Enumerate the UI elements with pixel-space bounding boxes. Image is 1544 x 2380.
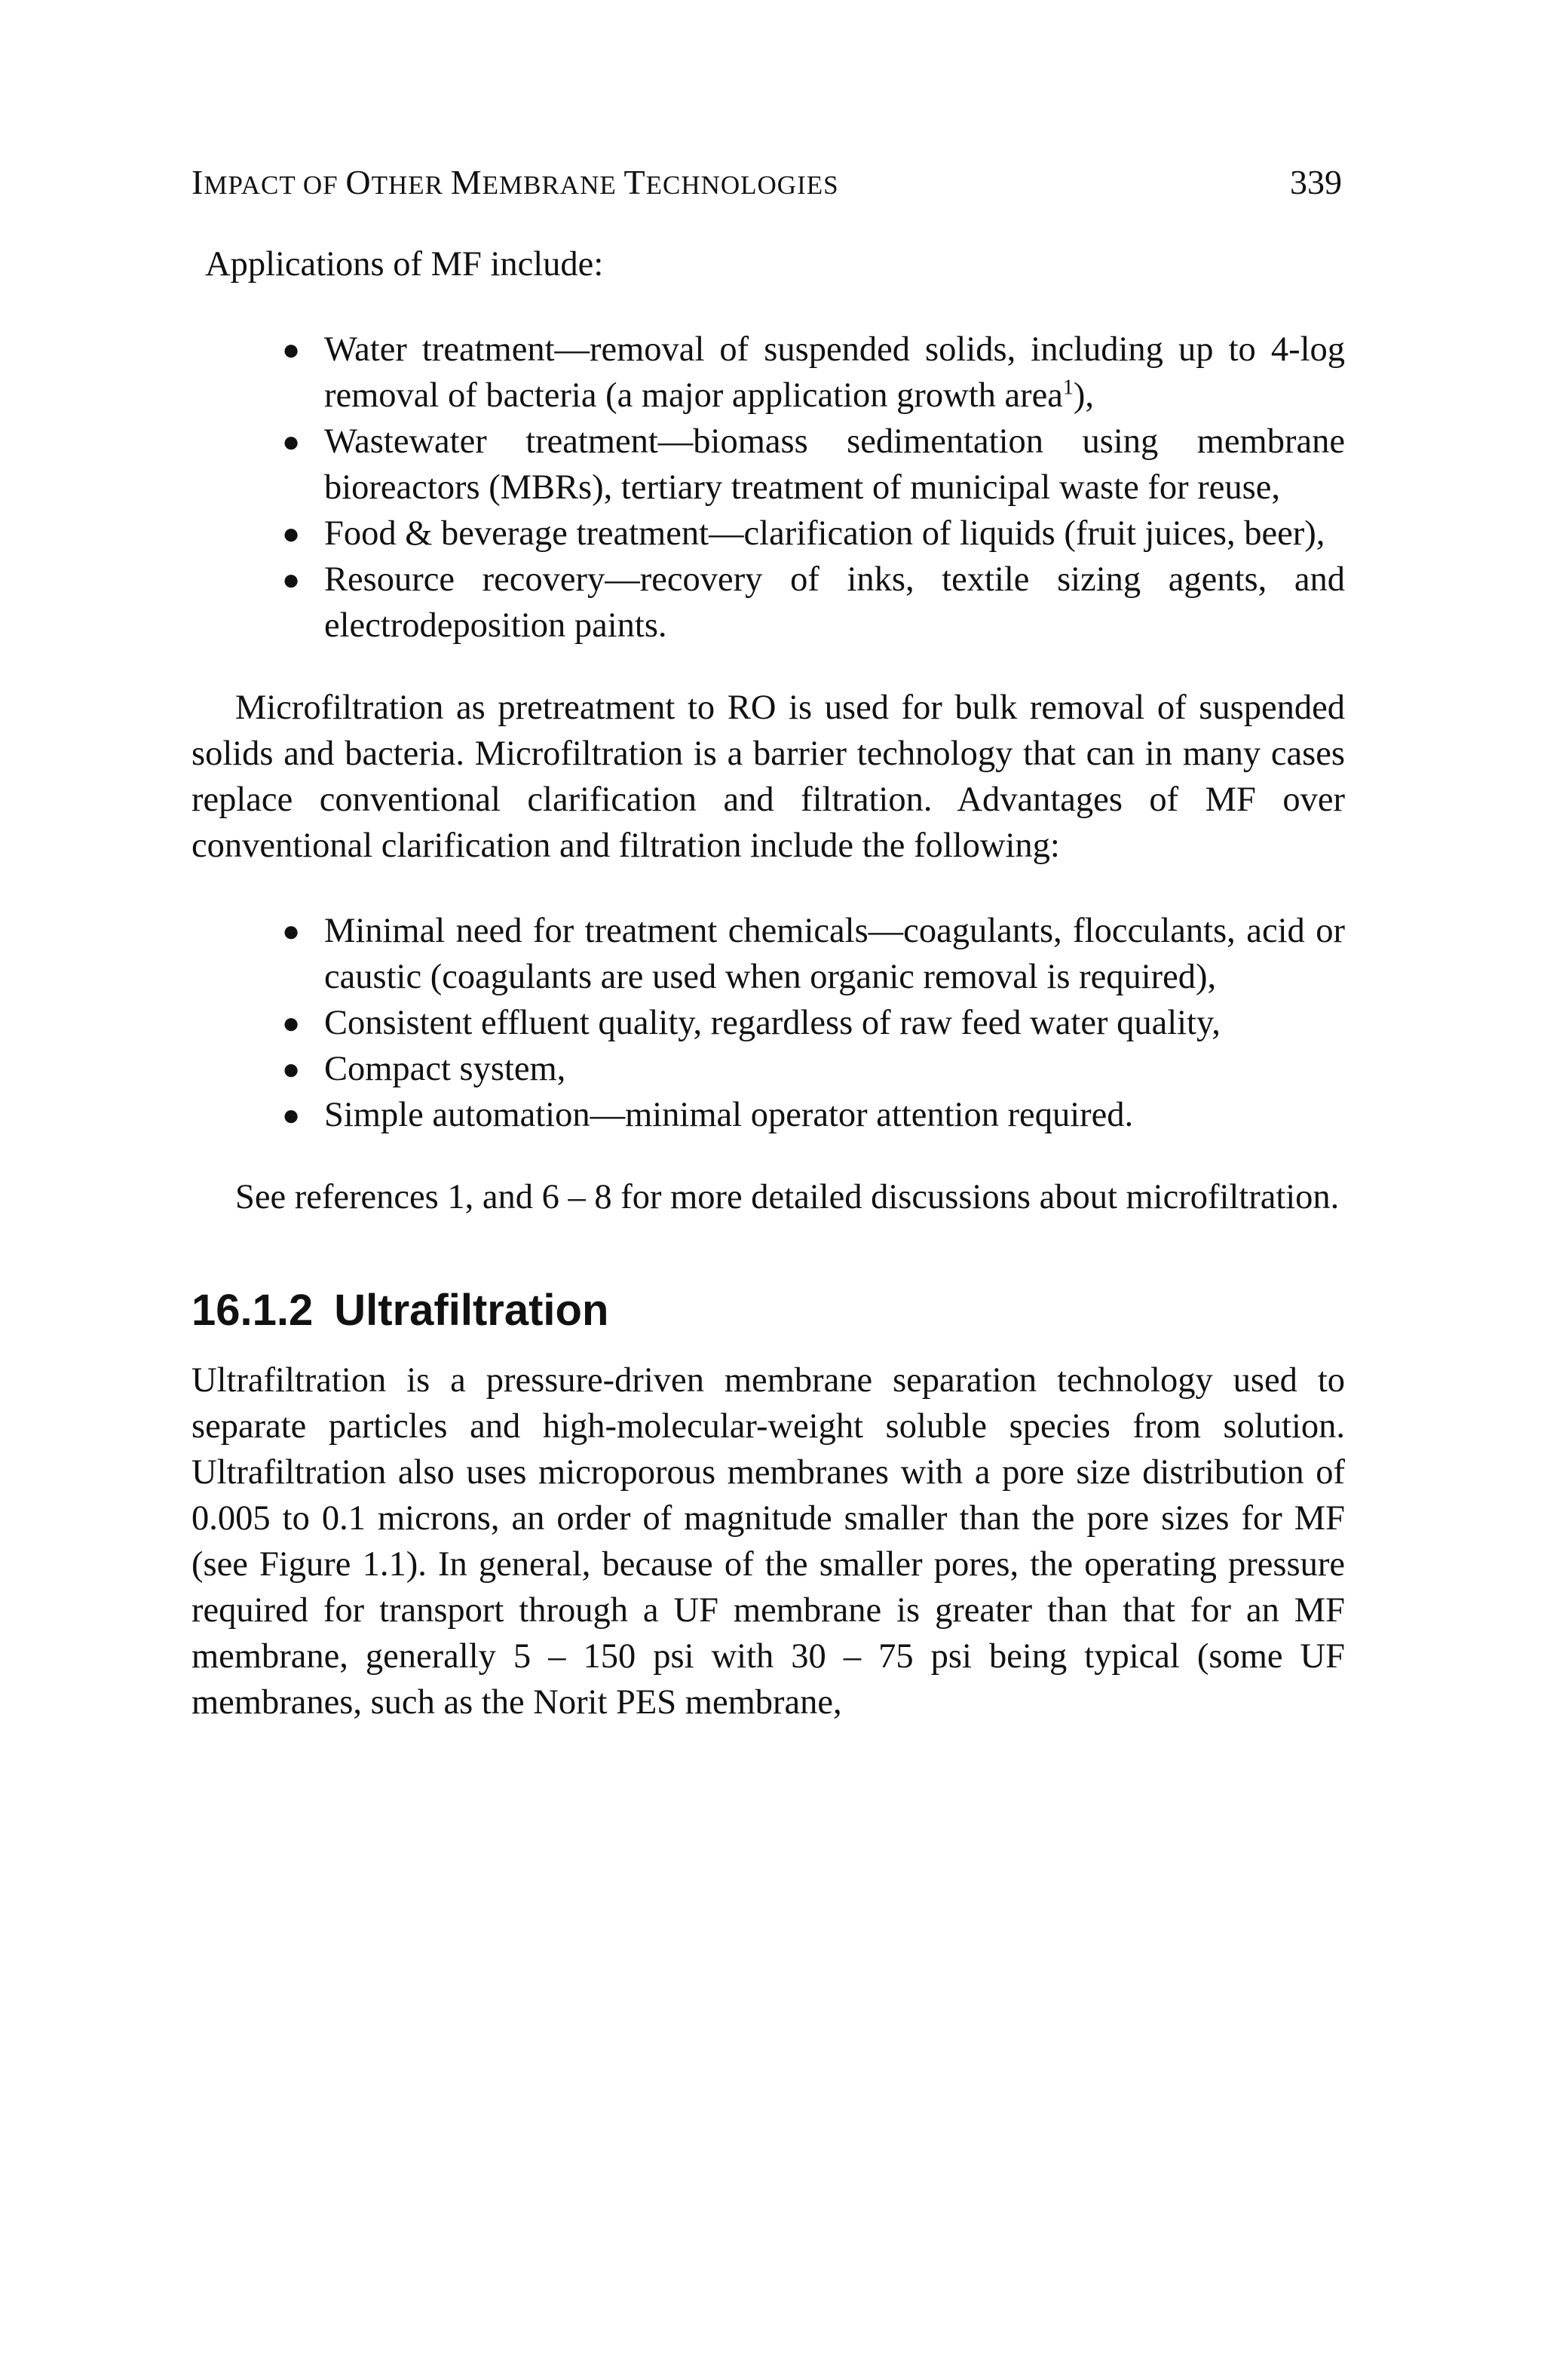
section-title: Ultrafiltration <box>334 1286 609 1335</box>
running-title-word: TECHNOLOGIES <box>623 163 839 201</box>
list-item <box>282 511 1345 557</box>
section-number: 16.1.2 <box>191 1286 314 1335</box>
bullet-icon: ● <box>282 563 301 597</box>
list-item <box>282 557 1345 649</box>
running-title-word: IMPACT <box>191 163 303 201</box>
list-item <box>282 419 1345 511</box>
paragraph-ultrafiltration: Ultrafiltration is a pressure-driven membrane separation technology used to separate particles and high-molecular-weight soluble species from solution. Ultrafiltration also uses microporous membranes with a pore size distribution of 0.005 to 0.1 microns, an order of magnitude smaller than the pore sizes for MF (see Figure 1.1). In general, because of the smaller pores, the operating pressure required for transport through a UF membrane is greater than that for an MF membrane, generally 5 – 150 psi with 30 – 75 psi being typical (some UF membranes, such as the Norit PES membrane, <box>191 1361 1345 1722</box>
list-item <box>282 1046 1345 1092</box>
page-number: 339 <box>1290 163 1342 201</box>
running-title-word: MEMBRANE <box>450 163 624 201</box>
bullet-icon: ● <box>282 1006 301 1040</box>
bullet-icon: ● <box>282 914 301 948</box>
bullet-icon: ● <box>282 425 301 459</box>
list-item-text: Food & beverage treatment—clarification of liquids (fruit juices, beer), <box>324 514 1325 553</box>
bullet-icon: ● <box>282 1052 301 1086</box>
list-item-text-tail: ), <box>1073 376 1095 415</box>
list-item <box>282 908 1345 1000</box>
footnote-ref: 1 <box>1062 376 1074 400</box>
running-title-word: OTHER <box>345 163 451 201</box>
list-item-text: Consistent effluent quality, regardless of raw feed water quality, <box>324 1004 1221 1042</box>
advantages-list <box>191 908 1345 1138</box>
list-item-text: Simple automation—minimal operator attention required. <box>324 1096 1134 1134</box>
running-title-word: OF <box>302 170 346 200</box>
list-item <box>282 1092 1345 1138</box>
applications-intro: Applications of MF include: <box>205 245 604 284</box>
list-item <box>282 327 1345 419</box>
page-content <box>191 241 1345 1725</box>
list-item-text: Resource recovery—recovery of inks, textile sizing agents, and electrodeposition paints. <box>324 560 1345 645</box>
section-heading <box>191 1284 1345 1338</box>
list-item-text: Compact system, <box>324 1050 566 1088</box>
applications-list <box>191 327 1345 649</box>
list-item <box>282 1000 1345 1046</box>
bullet-icon: ● <box>282 333 301 367</box>
list-item-text: Minimal need for treatment chemicals—coagulants, flocculants, acid or caustic (coagulants are used when organic removal is required), <box>324 912 1345 996</box>
running-header <box>191 160 839 208</box>
bullet-icon: ● <box>282 517 301 551</box>
list-item-text: Water treatment—removal of suspended solids, including up to 4-log removal of bacteria (a major application growth area <box>324 330 1345 415</box>
list-item-text: Wastewater treatment—biomass sedimentation using membrane bioreactors (MBRs), tertiary treatment of municipal waste for reuse, <box>324 422 1345 507</box>
paragraph-references: See references 1, and 6 – 8 for more detailed discussions about microfiltration. <box>235 1178 1340 1216</box>
bullet-icon: ● <box>282 1098 301 1132</box>
paragraph-pretreatment: Microfiltration as pretreatment to RO is used for bulk removal of suspended solids and bacteria. Microfiltration is a barrier technology that can in many cases replace conventional clarification and filtration. Advantages of MF over conventional clarification and filtration include the following: <box>191 689 1345 865</box>
